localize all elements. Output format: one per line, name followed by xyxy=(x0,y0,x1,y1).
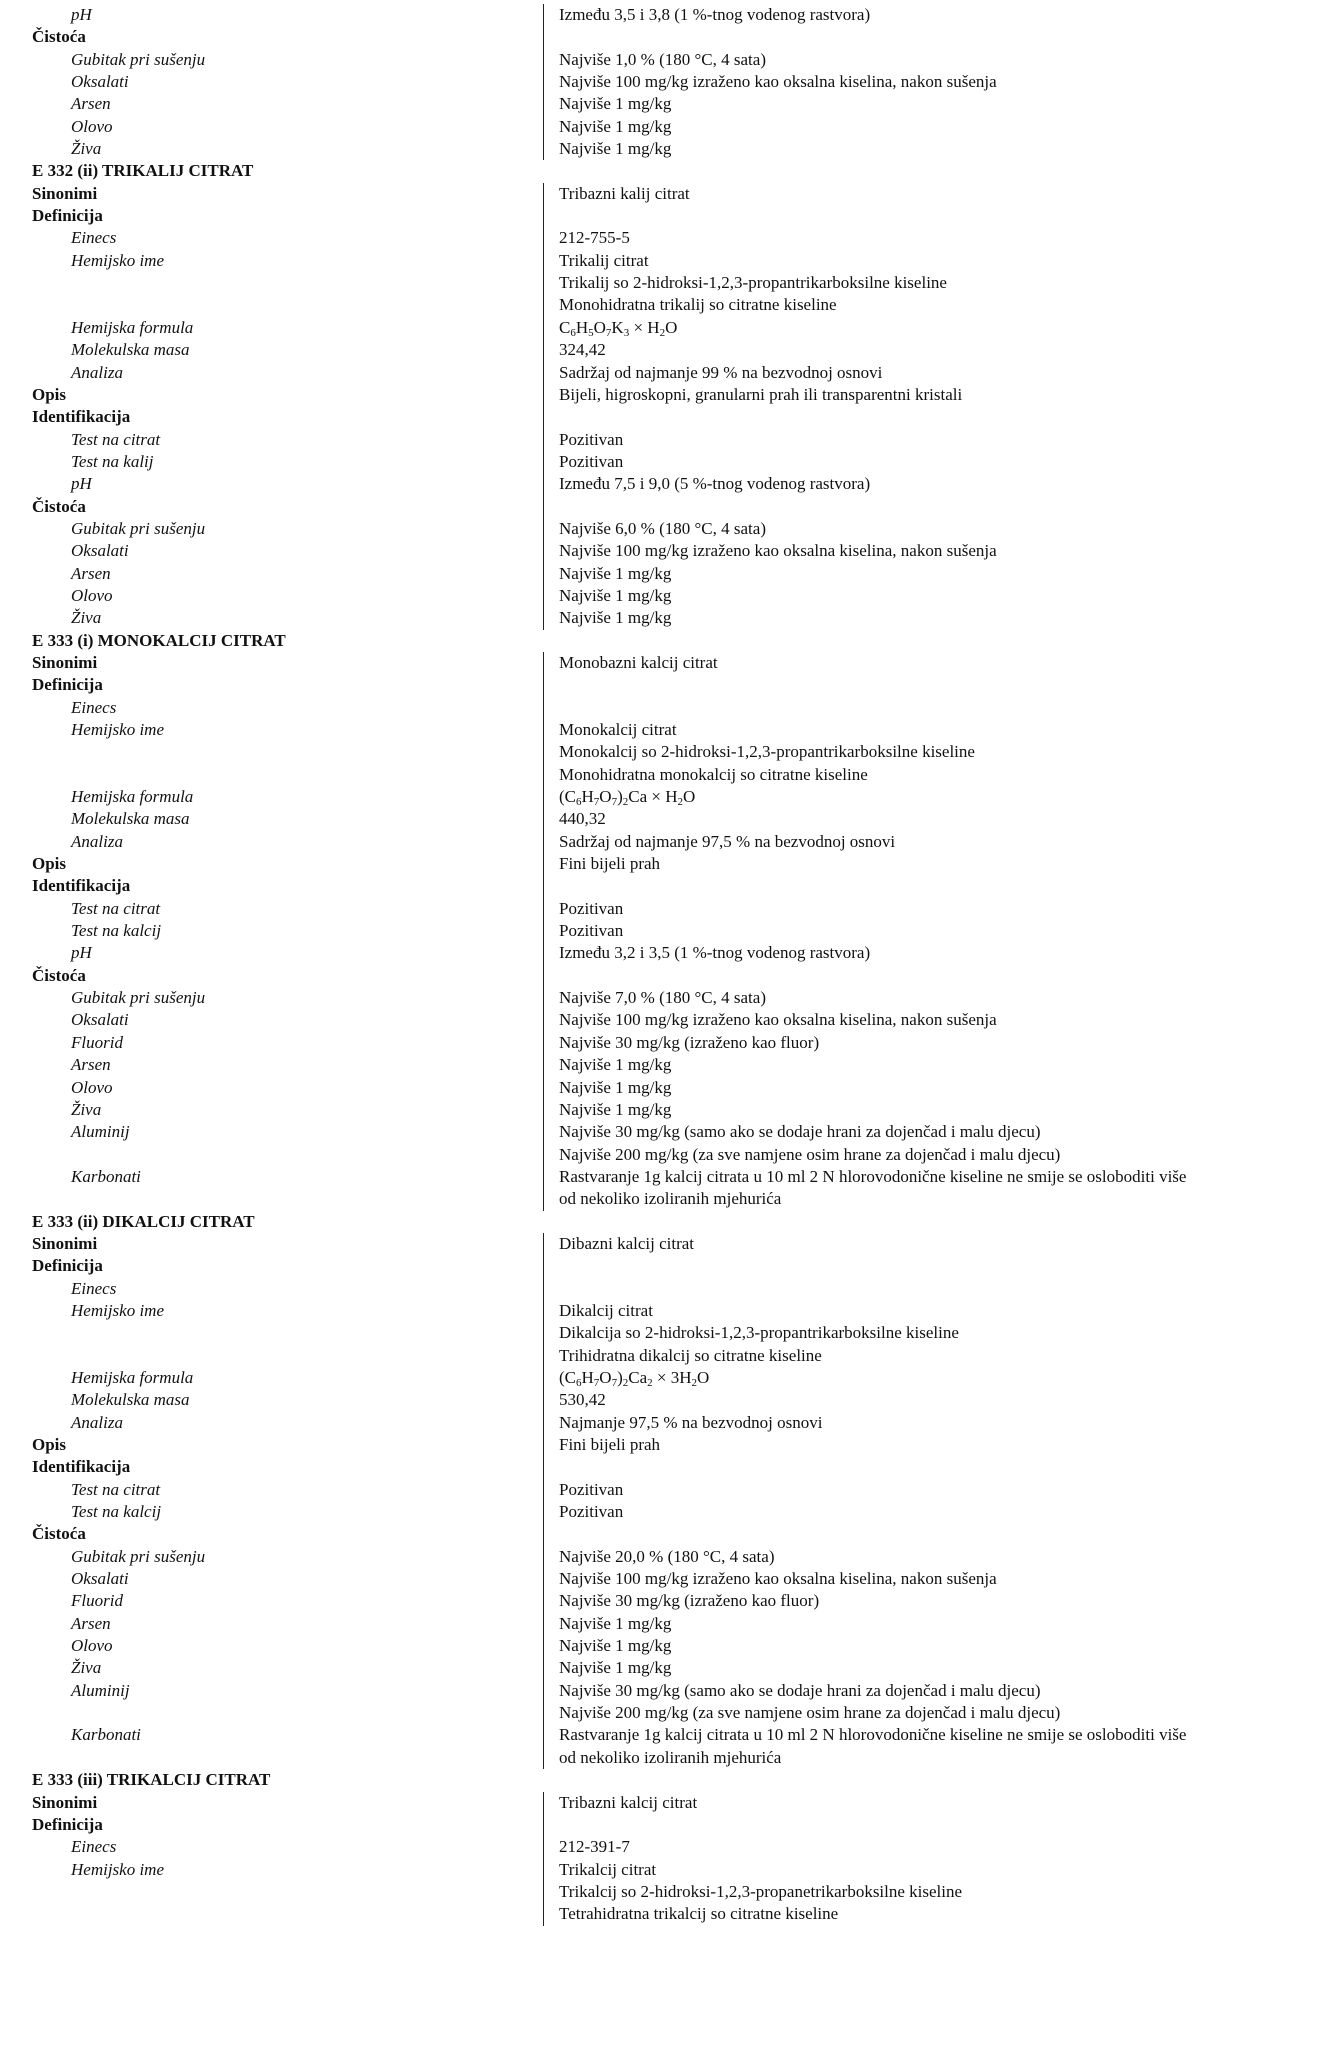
property-value: Najviše 30 mg/kg (izraženo kao fluor) xyxy=(559,1591,820,1611)
property-label: Arsen xyxy=(71,1055,111,1075)
property-label: Oksalati xyxy=(71,1010,129,1030)
property-label: Test na kalcij xyxy=(71,1502,162,1522)
spec-row xyxy=(0,1724,1340,1746)
spec-row xyxy=(0,1389,1340,1411)
spec-row xyxy=(0,1434,1340,1456)
chemical-formula: $(C_6H_7O_7)_2Ca \times H_2O$ xyxy=(559,787,696,809)
property-value: Pozitivan xyxy=(559,429,624,449)
spec-row xyxy=(0,1702,1340,1724)
property-label: Hemijska formula xyxy=(71,317,194,337)
spec-row xyxy=(0,1590,1340,1612)
spec-row xyxy=(0,1099,1340,1121)
spec-row xyxy=(0,563,1340,585)
property-value: Najviše 200 mg/kg (za sve namjene osim hrane za dojenčad i malu djecu) xyxy=(559,1703,1061,1723)
property-label: Oksalati xyxy=(71,72,129,92)
spec-row xyxy=(0,26,1340,48)
spec-row xyxy=(0,1412,1340,1434)
spec-row xyxy=(0,1613,1340,1635)
chemical-formula: $(C_6H_7O_7)_2Ca_2 \times 3H_2O$ xyxy=(559,1367,710,1389)
property-value: 212-391-7 xyxy=(559,1837,630,1857)
spec-row xyxy=(0,160,1340,182)
property-label: Arsen xyxy=(71,94,111,114)
spec-row xyxy=(0,1747,1340,1769)
property-label: Hemijsko ime xyxy=(71,1300,165,1320)
property-label: Einecs xyxy=(71,1837,117,1857)
specification-document xyxy=(0,4,1340,1926)
property-label: Molekulska masa xyxy=(71,809,190,829)
property-label: Molekulska masa xyxy=(71,1390,190,1410)
spec-row xyxy=(0,1479,1340,1501)
property-label: Živa xyxy=(71,139,102,159)
spec-row xyxy=(0,965,1340,987)
property-label: Aluminij xyxy=(71,1680,130,1700)
property-value: Sadržaj od najmanje 99 % na bezvodnoj osnovi xyxy=(559,362,883,382)
property-label: Fluorid xyxy=(71,1032,123,1052)
property-value: Najviše 30 mg/kg (samo ako se dodaje hrani za dojenčad i malu djecu) xyxy=(559,1122,1041,1142)
section-label: E 333 (i) MONOKALCIJ CITRAT xyxy=(32,630,286,650)
spec-row xyxy=(0,1769,1340,1791)
section-label: E 333 (iii) TRIKALCIJ CITRAT xyxy=(32,1770,271,1790)
spec-row xyxy=(0,1501,1340,1523)
property-value: Najviše 100 mg/kg izraženo kao oksalna kiselina, nakon sušenja xyxy=(559,1569,997,1589)
property-value: Najviše 1 mg/kg xyxy=(559,1055,672,1075)
spec-row xyxy=(0,1300,1340,1322)
spec-row xyxy=(0,138,1340,160)
property-value: Trikalcij citrat xyxy=(559,1859,657,1879)
property-label: Fluorid xyxy=(71,1591,123,1611)
spec-row xyxy=(0,473,1340,495)
spec-row xyxy=(0,49,1340,71)
property-label: Molekulska masa xyxy=(71,340,190,360)
property-value: od nekoliko izoliranih mjehurića xyxy=(559,1747,782,1767)
property-label: Analiza xyxy=(71,831,123,851)
property-value: Tribazni kalij citrat xyxy=(559,183,690,203)
property-value: Najviše 1 mg/kg xyxy=(559,563,672,583)
spec-row xyxy=(0,205,1340,227)
property-label: Einecs xyxy=(71,228,117,248)
spec-row xyxy=(0,406,1340,428)
property-value: Tetrahidratna trikalcij so citratne kiseline xyxy=(559,1904,839,1924)
property-label: Karbonati xyxy=(71,1725,141,1745)
property-value: Najviše 20,0 % (180 °C, 4 sata) xyxy=(559,1546,775,1566)
property-value: Trihidratna dikalcij so citratne kiseline xyxy=(559,1345,822,1365)
property-value: Najviše 100 mg/kg izraženo kao oksalna kiselina, nakon sušenja xyxy=(559,1010,997,1030)
property-value: Najviše 1 mg/kg xyxy=(559,1636,672,1656)
spec-row xyxy=(0,741,1340,763)
property-label: Živa xyxy=(71,1099,102,1119)
property-value: Tribazni kalcij citrat xyxy=(559,1792,698,1812)
spec-row xyxy=(0,674,1340,696)
spec-row xyxy=(0,1859,1340,1881)
property-value: Najviše 100 mg/kg izraženo kao oksalna kiselina, nakon sušenja xyxy=(559,72,997,92)
spec-row xyxy=(0,540,1340,562)
spec-row xyxy=(0,1367,1340,1389)
property-label: Analiza xyxy=(71,362,123,382)
property-label: Test na citrat xyxy=(71,429,161,449)
property-value: Najviše 1 mg/kg xyxy=(559,1077,672,1097)
property-label: Test na kalcij xyxy=(71,921,162,941)
spec-row xyxy=(0,898,1340,920)
property-value: Najviše 1,0 % (180 °C, 4 sata) xyxy=(559,49,766,69)
property-label: Oksalati xyxy=(71,1569,129,1589)
spec-row xyxy=(0,1077,1340,1099)
property-label: Hemijsko ime xyxy=(71,1859,165,1879)
section-label: Identifikacija xyxy=(32,407,131,427)
spec-row xyxy=(0,786,1340,808)
property-value: Monohidratna trikalij so citratne kiseline xyxy=(559,295,837,315)
section-label: Čistoća xyxy=(32,1524,86,1544)
property-label: Gubitak pri sušenju xyxy=(71,518,206,538)
property-value: Najviše 7,0 % (180 °C, 4 sata) xyxy=(559,988,766,1008)
property-label: Test na citrat xyxy=(71,898,161,918)
spec-row xyxy=(0,630,1340,652)
property-label: Test na kalij xyxy=(71,451,154,471)
spec-row xyxy=(0,518,1340,540)
section-label: Opis xyxy=(32,384,67,404)
section-label: Definicija xyxy=(32,675,103,695)
property-label: Hemijsko ime xyxy=(71,250,165,270)
section-label: Definicija xyxy=(32,1256,103,1276)
spec-row xyxy=(0,1233,1340,1255)
spec-row xyxy=(0,875,1340,897)
property-value: 324,42 xyxy=(559,340,606,360)
spec-row xyxy=(0,1456,1340,1478)
spec-row xyxy=(0,71,1340,93)
property-value: Najmanje 97,5 % na bezvodnoj osnovi xyxy=(559,1412,823,1432)
spec-row xyxy=(0,227,1340,249)
spec-row xyxy=(0,1814,1340,1836)
property-value: Najviše 1 mg/kg xyxy=(559,139,672,159)
section-label: Sinonimi xyxy=(32,183,98,203)
spec-row xyxy=(0,607,1340,629)
spec-row xyxy=(0,831,1340,853)
property-value: Pozitivan xyxy=(559,921,624,941)
property-value: Između 3,5 i 3,8 (1 %-tnog vodenog rastvora) xyxy=(559,5,871,24)
property-value: Najviše 1 mg/kg xyxy=(559,116,672,136)
spec-row xyxy=(0,1121,1340,1143)
chemical-formula: $C_6H_5O_7K_3 \times H_2O$ xyxy=(559,317,678,339)
spec-row xyxy=(0,1166,1340,1188)
property-label: Hemijska formula xyxy=(71,787,194,807)
spec-row xyxy=(0,1568,1340,1590)
spec-row xyxy=(0,920,1340,942)
spec-row xyxy=(0,272,1340,294)
property-value: Najviše 1 mg/kg xyxy=(559,94,672,114)
spec-row xyxy=(0,1345,1340,1367)
spec-row xyxy=(0,384,1340,406)
property-value: Rastvaranje 1g kalcij citrata u 10 ml 2 N hlorovodonične kiseline ne smije se osloboditi više xyxy=(559,1166,1187,1186)
spec-row xyxy=(0,853,1340,875)
spec-row xyxy=(0,1546,1340,1568)
property-value: Najviše 100 mg/kg izraženo kao oksalna kiselina, nakon sušenja xyxy=(559,541,997,561)
spec-row xyxy=(0,808,1340,830)
property-value: Trikalij citrat xyxy=(559,250,649,270)
section-label: Sinonimi xyxy=(32,652,98,672)
property-label: Arsen xyxy=(71,563,111,583)
spec-row xyxy=(0,1009,1340,1031)
spec-row xyxy=(0,1523,1340,1545)
property-label: Analiza xyxy=(71,1412,123,1432)
property-label: Einecs xyxy=(71,697,117,717)
spec-row xyxy=(0,1881,1340,1903)
spec-row xyxy=(0,1278,1340,1300)
property-label: Gubitak pri sušenju xyxy=(71,988,206,1008)
spec-row xyxy=(0,1032,1340,1054)
property-value: Najviše 200 mg/kg (za sve namjene osim hrane za dojenčad i malu djecu) xyxy=(559,1144,1061,1164)
property-label: Oksalati xyxy=(71,541,129,561)
property-value: 440,32 xyxy=(559,809,606,829)
property-value: Dikalcija so 2-hidroksi-1,2,3-propantrikarboksilne kiseline xyxy=(559,1323,959,1343)
spec-row xyxy=(0,764,1340,786)
property-label: Test na citrat xyxy=(71,1479,161,1499)
spec-row xyxy=(0,1680,1340,1702)
spec-row xyxy=(0,294,1340,316)
property-value: od nekoliko izoliranih mjehurića xyxy=(559,1189,782,1209)
spec-row xyxy=(0,496,1340,518)
spec-row xyxy=(0,93,1340,115)
spec-row xyxy=(0,942,1340,964)
spec-row xyxy=(0,1255,1340,1277)
property-label: Arsen xyxy=(71,1613,111,1633)
spec-row xyxy=(0,719,1340,741)
property-value: Najviše 1 mg/kg xyxy=(559,1613,672,1633)
property-value: Dibazni kalcij citrat xyxy=(559,1233,694,1253)
property-label: Olovo xyxy=(71,1077,113,1097)
property-label: Hemijska formula xyxy=(71,1367,194,1387)
property-label: Olovo xyxy=(71,1636,113,1656)
property-value: Najviše 1 mg/kg xyxy=(559,585,672,605)
property-label: Gubitak pri sušenju xyxy=(71,49,206,69)
property-value: Najviše 1 mg/kg xyxy=(559,1658,672,1678)
property-label: pH xyxy=(71,5,92,24)
property-value: Monokalcij so 2-hidroksi-1,2,3-propantrikarboksilne kiseline xyxy=(559,742,975,762)
property-value: Između 3,2 i 3,5 (1 %-tnog vodenog rastvora) xyxy=(559,943,871,963)
property-value: Između 7,5 i 9,0 (5 %-tnog vodenog rastvora) xyxy=(559,474,871,494)
property-value: Dikalcij citrat xyxy=(559,1300,653,1320)
property-value: Rastvaranje 1g kalcij citrata u 10 ml 2 N hlorovodonične kiseline ne smije se osloboditi više xyxy=(559,1725,1187,1745)
spec-row xyxy=(0,317,1340,339)
spec-row xyxy=(0,1635,1340,1657)
property-label: Karbonati xyxy=(71,1166,141,1186)
spec-row xyxy=(0,1144,1340,1166)
spec-row xyxy=(0,116,1340,138)
section-label: Sinonimi xyxy=(32,1792,98,1812)
property-label: Olovo xyxy=(71,585,113,605)
property-value: Trikalcij so 2-hidroksi-1,2,3-propanetrikarboksilne kiseline xyxy=(559,1881,963,1901)
property-value: Bijeli, higroskopni, granularni prah ili transparentni kristali xyxy=(559,384,963,404)
property-label: pH xyxy=(71,943,92,963)
property-label: Živa xyxy=(71,608,102,628)
spec-row xyxy=(0,339,1340,361)
spec-row xyxy=(0,697,1340,719)
spec-row xyxy=(0,987,1340,1009)
spec-row xyxy=(0,362,1340,384)
property-value: 530,42 xyxy=(559,1390,606,1410)
property-value: Fini bijeli prah xyxy=(559,1435,661,1454)
section-label: Identifikacija xyxy=(32,1457,131,1477)
spec-row xyxy=(0,585,1340,607)
section-label: Sinonimi xyxy=(32,1233,98,1253)
property-value: Najviše 1 mg/kg xyxy=(559,608,672,628)
section-label: Čistoća xyxy=(32,965,86,985)
spec-row xyxy=(0,183,1340,205)
property-value: Monobazni kalcij citrat xyxy=(559,652,718,672)
section-label: Opis xyxy=(32,854,67,874)
spec-row xyxy=(0,652,1340,674)
property-label: Hemijsko ime xyxy=(71,720,165,739)
property-value: Najviše 6,0 % (180 °C, 4 sata) xyxy=(559,518,766,538)
property-label: Živa xyxy=(71,1658,102,1678)
spec-row xyxy=(0,1792,1340,1814)
property-value: Pozitivan xyxy=(559,1502,624,1522)
spec-row xyxy=(0,250,1340,272)
spec-row xyxy=(0,1657,1340,1679)
property-value: Monokalcij citrat xyxy=(559,720,677,739)
property-value: Trikalij so 2-hidroksi-1,2,3-propantrikarboksilne kiseline xyxy=(559,273,947,293)
section-label: Definicija xyxy=(32,1814,103,1834)
property-value: Fini bijeli prah xyxy=(559,854,661,874)
spec-row xyxy=(0,451,1340,473)
property-label: pH xyxy=(71,474,92,494)
section-label: Opis xyxy=(32,1435,67,1454)
spec-row xyxy=(0,1211,1340,1233)
property-value: Sadržaj od najmanje 97,5 % na bezvodnoj osnovi xyxy=(559,831,896,851)
spec-row xyxy=(0,4,1340,26)
spec-row xyxy=(0,429,1340,451)
property-value: Najviše 30 mg/kg (izraženo kao fluor) xyxy=(559,1032,820,1052)
section-label: Čistoća xyxy=(32,27,86,47)
spec-row xyxy=(0,1836,1340,1858)
section-label: E 332 (ii) TRIKALIJ CITRAT xyxy=(32,161,254,181)
property-label: Olovo xyxy=(71,116,113,136)
property-value: Pozitivan xyxy=(559,1479,624,1499)
spec-row xyxy=(0,1903,1340,1925)
property-value: Pozitivan xyxy=(559,451,624,471)
property-label: Einecs xyxy=(71,1278,117,1298)
section-label: Identifikacija xyxy=(32,876,131,896)
section-label: Definicija xyxy=(32,206,103,226)
spec-row xyxy=(0,1054,1340,1076)
section-label: E 333 (ii) DIKALCIJ CITRAT xyxy=(32,1211,255,1231)
section-label: Čistoća xyxy=(32,496,86,516)
property-value: Najviše 1 mg/kg xyxy=(559,1099,672,1119)
property-value: Monohidratna monokalcij so citratne kiseline xyxy=(559,764,868,784)
spec-row xyxy=(0,1188,1340,1210)
property-label: Gubitak pri sušenju xyxy=(71,1546,206,1566)
property-value: Najviše 30 mg/kg (samo ako se dodaje hrani za dojenčad i malu djecu) xyxy=(559,1680,1041,1700)
property-value: Pozitivan xyxy=(559,898,624,918)
property-label: Aluminij xyxy=(71,1122,130,1142)
spec-row xyxy=(0,1322,1340,1344)
property-value: 212-755-5 xyxy=(559,228,630,248)
